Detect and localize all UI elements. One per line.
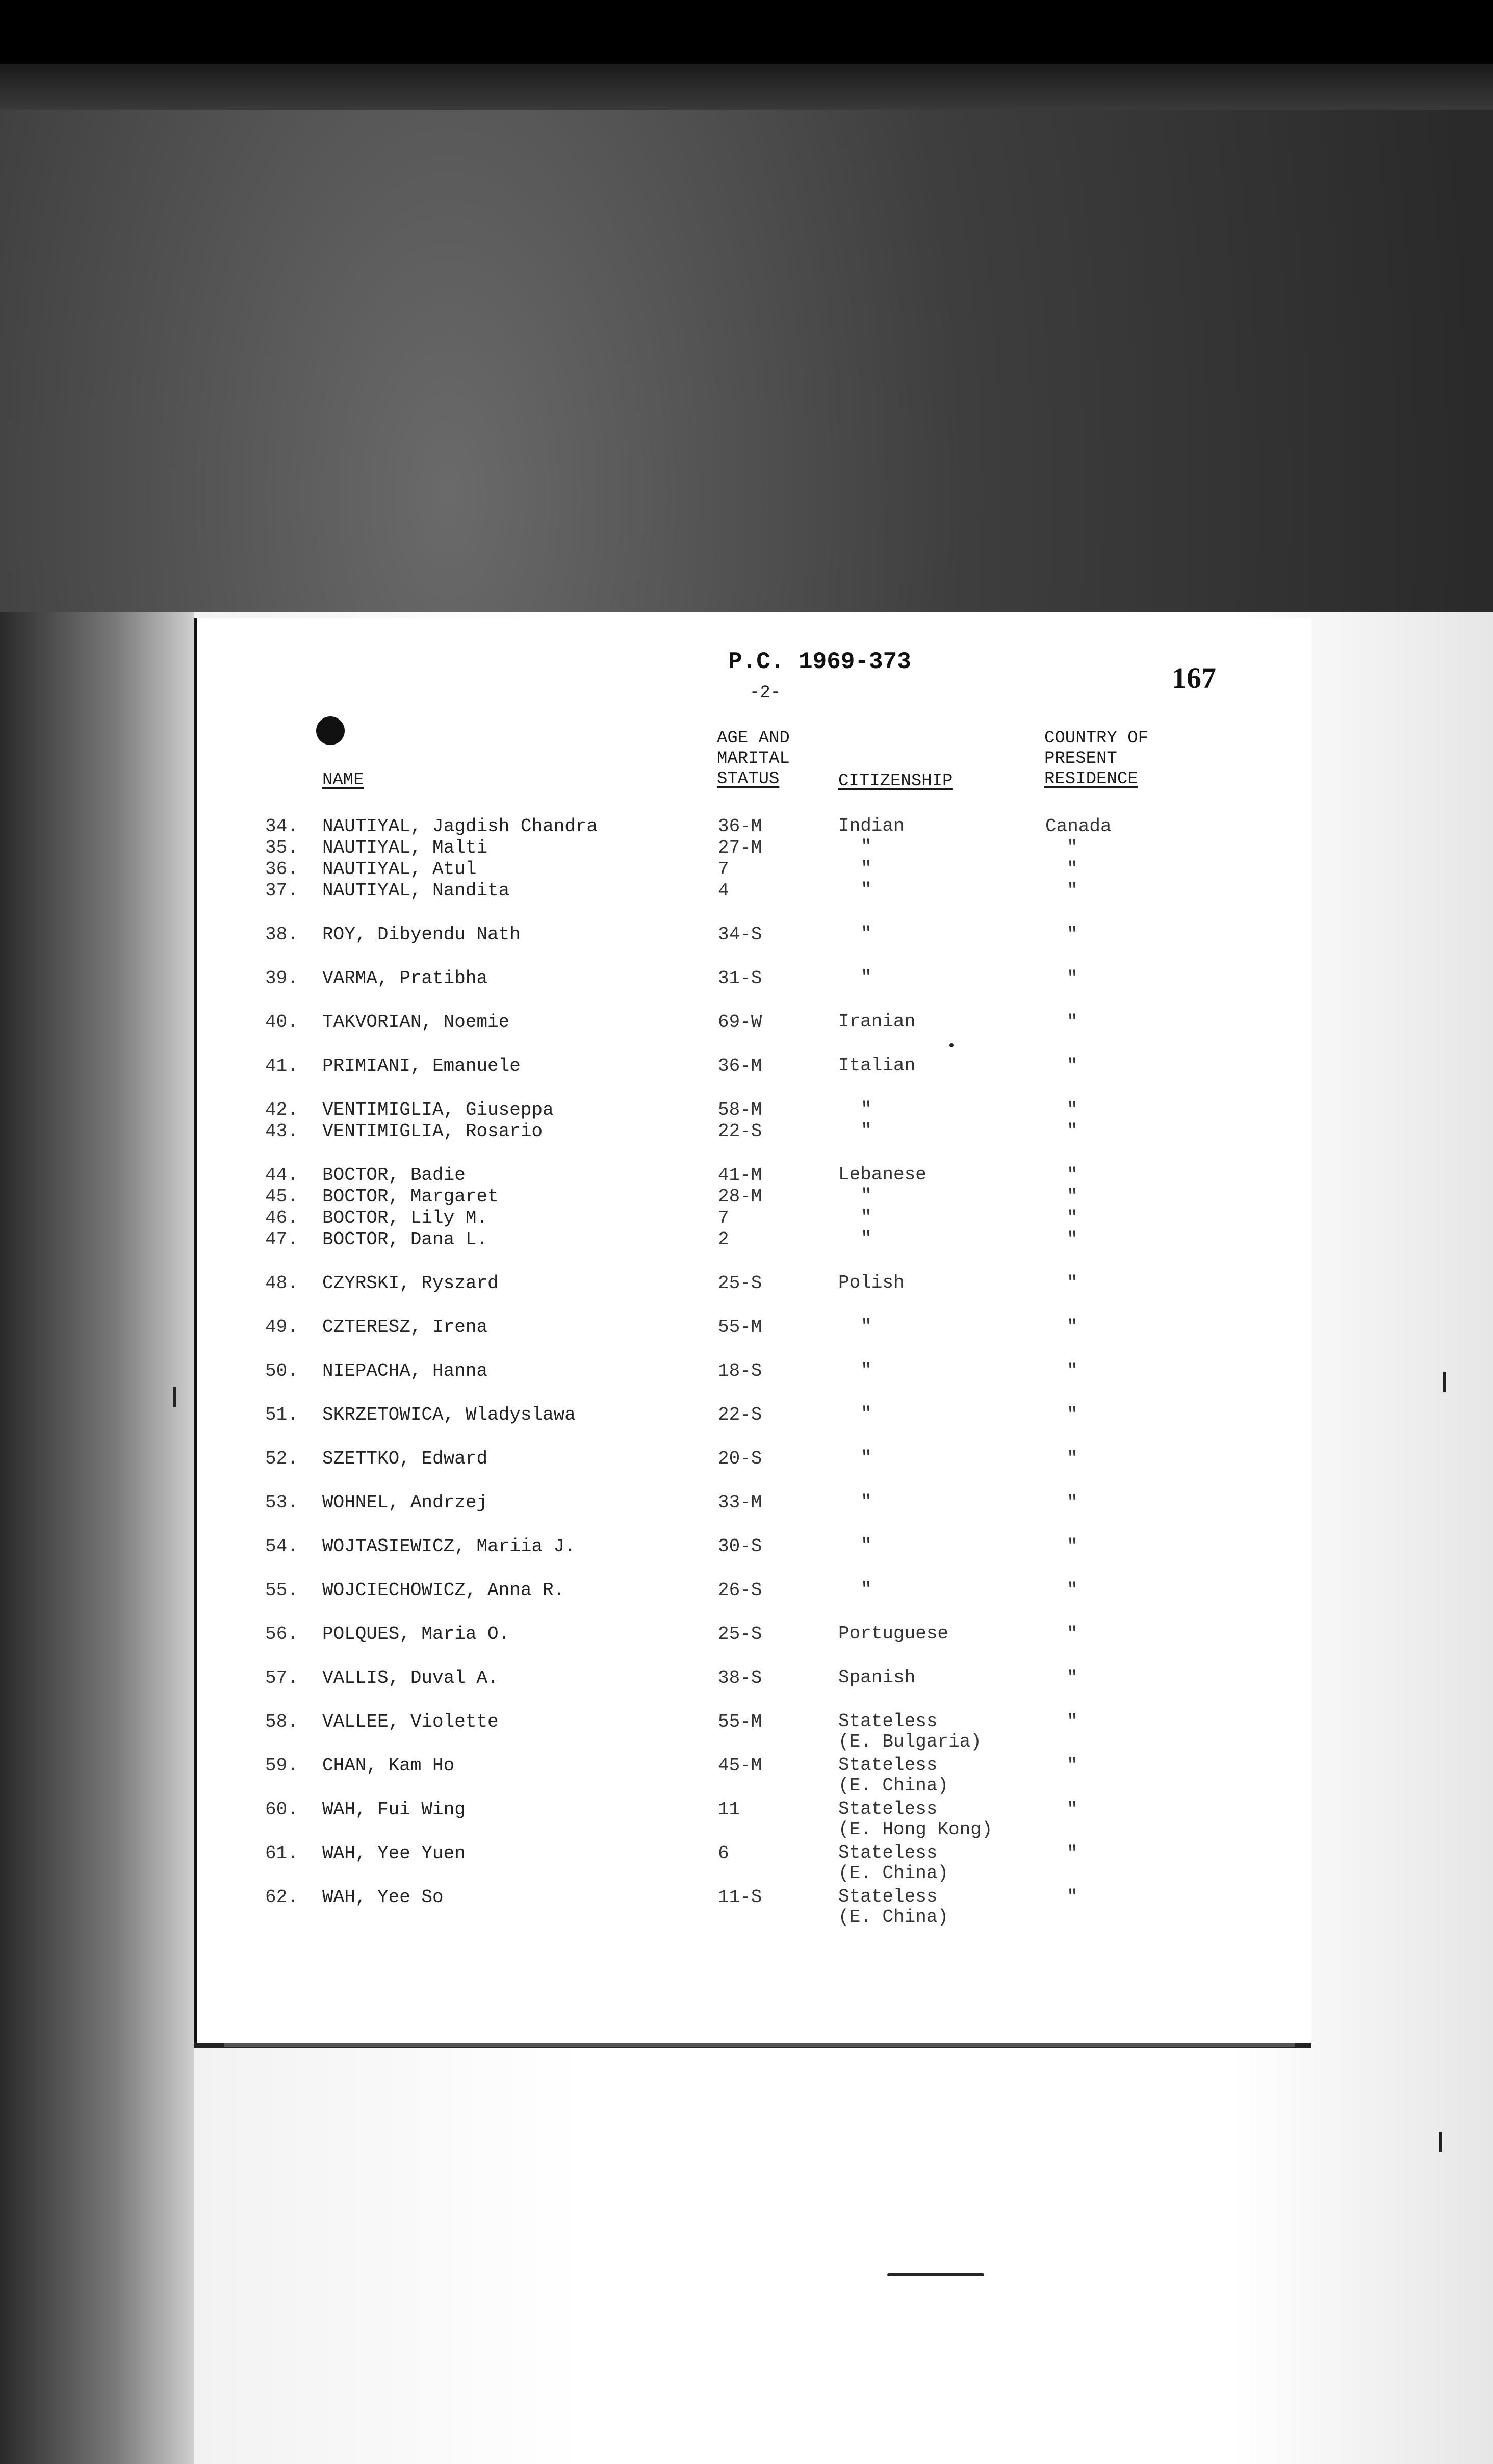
entry-citizenship-note: (E. China) — [838, 1775, 949, 1796]
entry-number: 56. — [265, 1624, 298, 1645]
entry-row — [0, 1273, 1493, 1294]
entry-residence: " — [1067, 1580, 1078, 1601]
entry-number: 49. — [265, 1317, 298, 1338]
entry-row — [0, 859, 1493, 880]
entry-age-status: 33-M — [718, 1492, 762, 1513]
entry-residence: " — [1067, 1448, 1078, 1469]
entry-name: ROY, Dibyendu Nath — [322, 924, 521, 945]
entry-number: 41. — [265, 1056, 298, 1076]
entry-age-status: 6 — [718, 1843, 729, 1864]
entry-number: 60. — [265, 1799, 298, 1820]
entry-age-status: 2 — [718, 1229, 729, 1250]
entry-row — [0, 1886, 1493, 1928]
entry-citizenship: " — [861, 1535, 872, 1556]
entry-citizenship: Spanish — [838, 1667, 916, 1688]
entry-name: WOHNEL, Andrzej — [322, 1492, 488, 1513]
entry-name: VENTIMIGLIA, Rosario — [322, 1121, 543, 1142]
entry-age-status: 25-S — [718, 1624, 762, 1645]
entry-name: VALLEE, Violette — [322, 1711, 499, 1732]
entry-citizenship: " — [861, 858, 872, 879]
entry-residence: " — [1067, 1229, 1078, 1250]
entry-age-status: 30-S — [718, 1536, 762, 1557]
entry-number: 54. — [265, 1536, 298, 1557]
entry-residence: " — [1067, 859, 1078, 880]
entry-row — [0, 1536, 1493, 1557]
entry-number: 34. — [265, 816, 298, 837]
entry-row — [0, 1448, 1493, 1470]
entry-name: NAUTIYAL, Atul — [322, 859, 477, 880]
entry-number: 40. — [265, 1012, 298, 1033]
entry-residence: " — [1067, 968, 1078, 989]
entry-age-status: 55-M — [718, 1711, 762, 1732]
entry-residence: " — [1067, 1624, 1078, 1645]
entry-citizenship: Stateless — [838, 1799, 938, 1819]
entry-age-status: 11-S — [718, 1887, 762, 1908]
scan-top-edge — [0, 64, 1493, 110]
entry-number: 50. — [265, 1361, 298, 1381]
entry-citizenship: " — [861, 1228, 872, 1249]
header-age-line3: STATUS — [717, 769, 780, 789]
entry-name: NIEPACHA, Hanna — [322, 1361, 488, 1381]
entry-residence: " — [1067, 1056, 1078, 1076]
entry-number: 39. — [265, 968, 298, 989]
document-page-edge — [224, 2043, 1295, 2047]
header-residence-line2: PRESENT — [1044, 749, 1117, 768]
entry-citizenship: " — [861, 1360, 872, 1381]
entry-citizenship-note: (E. Hong Kong) — [838, 1819, 993, 1840]
entry-citizenship: " — [861, 1316, 872, 1337]
entry-citizenship: Stateless — [838, 1711, 938, 1732]
entry-row — [0, 924, 1493, 945]
entry-age-status: 26-S — [718, 1580, 762, 1601]
entry-name: WAH, Yee So — [322, 1887, 444, 1908]
scan-mark — [1443, 1372, 1446, 1392]
entry-row — [0, 1056, 1493, 1077]
entry-name: VENTIMIGLIA, Giuseppa — [322, 1099, 554, 1120]
entry-row — [0, 1099, 1493, 1121]
entry-row — [0, 1121, 1493, 1142]
scan-mark — [1439, 2132, 1442, 2152]
entry-age-status: 7 — [718, 859, 729, 880]
entry-citizenship: Italian — [838, 1055, 916, 1076]
entry-number: 59. — [265, 1755, 298, 1776]
entry-citizenship: Stateless — [838, 1842, 938, 1863]
entry-number: 38. — [265, 924, 298, 945]
entry-residence: " — [1067, 1273, 1078, 1294]
entry-age-status: 34-S — [718, 924, 762, 945]
entry-name: POLQUES, Maria O. — [322, 1624, 510, 1645]
entry-residence: " — [1067, 1492, 1078, 1513]
entry-row — [0, 1317, 1493, 1338]
entry-citizenship: " — [861, 1404, 872, 1425]
entry-citizenship-note: (E. China) — [838, 1907, 949, 1928]
entry-number: 53. — [265, 1492, 298, 1513]
entry-row — [0, 1186, 1493, 1208]
entry-citizenship: " — [861, 967, 872, 988]
entry-age-status: 22-S — [718, 1121, 762, 1142]
entry-citizenship: " — [861, 880, 872, 901]
entry-residence: " — [1067, 1012, 1078, 1033]
entry-number: 47. — [265, 1229, 298, 1250]
entry-citizenship: " — [861, 837, 872, 858]
entry-row — [0, 1012, 1493, 1033]
entry-name: NAUTIYAL, Nandita — [322, 880, 510, 901]
header-residence-line1: COUNTRY OF — [1044, 729, 1149, 748]
entry-row — [0, 1799, 1493, 1840]
entry-age-status: 58-M — [718, 1099, 762, 1120]
entry-citizenship: Portuguese — [838, 1623, 949, 1644]
entry-row — [0, 1580, 1493, 1601]
entry-age-status: 55-M — [718, 1317, 762, 1338]
entry-number: 61. — [265, 1843, 298, 1864]
entry-number: 48. — [265, 1273, 298, 1294]
entry-name: WOJTASIEWICZ, Mariia J. — [322, 1536, 576, 1557]
entry-residence: " — [1067, 1887, 1078, 1908]
entry-residence: " — [1067, 1711, 1078, 1732]
entry-row — [0, 1229, 1493, 1250]
entry-name: NAUTIYAL, Malti — [322, 837, 488, 858]
entry-age-status: 36-M — [718, 1056, 762, 1076]
entry-residence: " — [1067, 1404, 1078, 1425]
entry-name: CZYRSKI, Ryszard — [322, 1273, 499, 1294]
entry-residence: " — [1067, 1099, 1078, 1120]
entry-age-status: 36-M — [718, 816, 762, 837]
entry-row — [0, 1667, 1493, 1689]
entry-number: 46. — [265, 1208, 298, 1228]
entry-name: WAH, Fui Wing — [322, 1799, 466, 1820]
entry-age-status: 20-S — [718, 1448, 762, 1469]
header-age-line2: MARITAL — [717, 749, 790, 768]
entry-row — [0, 1361, 1493, 1382]
entry-residence: " — [1067, 1121, 1078, 1142]
entry-name: BOCTOR, Lily M. — [322, 1208, 488, 1228]
page-number: -2- — [750, 683, 781, 703]
entry-age-status: 31-S — [718, 968, 762, 989]
entry-row — [0, 1492, 1493, 1513]
entry-number: 37. — [265, 880, 298, 901]
entry-number: 44. — [265, 1165, 298, 1186]
entry-age-status: 45-M — [718, 1755, 762, 1776]
document-title: P.C. 1969-373 — [728, 649, 911, 675]
entry-citizenship-note: (E. Bulgaria) — [838, 1731, 982, 1752]
entry-row — [0, 1842, 1493, 1884]
entry-row — [0, 816, 1493, 837]
entry-number: 52. — [265, 1448, 298, 1469]
entry-row — [0, 880, 1493, 902]
entry-number: 42. — [265, 1099, 298, 1120]
entry-age-status: 7 — [718, 1208, 729, 1228]
entry-residence: " — [1067, 1208, 1078, 1228]
entry-row — [0, 1404, 1493, 1426]
entry-number: 45. — [265, 1186, 298, 1207]
entry-age-status: 27-M — [718, 837, 762, 858]
entry-age-status: 18-S — [718, 1361, 762, 1381]
entry-residence: " — [1067, 1755, 1078, 1776]
entry-number: 35. — [265, 837, 298, 858]
entry-citizenship: Lebanese — [838, 1164, 926, 1185]
entry-age-status: 38-S — [718, 1667, 762, 1688]
entry-citizenship: Polish — [838, 1272, 905, 1293]
scan-speck — [949, 1043, 954, 1047]
entry-citizenship: " — [861, 1448, 872, 1469]
entry-residence: " — [1067, 1536, 1078, 1557]
entry-citizenship: " — [861, 1207, 872, 1228]
entry-residence: " — [1067, 924, 1078, 945]
header-age-line1: AGE AND — [717, 729, 790, 748]
entry-residence: " — [1067, 1843, 1078, 1864]
entry-name: SKRZETOWICA, Wladyslawa — [322, 1404, 576, 1425]
entry-age-status: 22-S — [718, 1404, 762, 1425]
entry-citizenship: Iranian — [838, 1011, 916, 1032]
entry-citizenship-note: (E. China) — [838, 1863, 949, 1884]
entry-row — [0, 1624, 1493, 1645]
entry-row — [0, 1711, 1493, 1752]
entry-citizenship: " — [861, 1120, 872, 1141]
entry-residence: " — [1067, 1361, 1078, 1381]
hole-punch — [316, 716, 345, 745]
entry-number: 55. — [265, 1580, 298, 1601]
entry-citizenship: Stateless — [838, 1886, 938, 1907]
entry-age-status: 69-W — [718, 1012, 762, 1033]
entry-citizenship: Indian — [838, 815, 905, 836]
entry-residence: " — [1067, 837, 1078, 858]
entry-age-status: 28-M — [718, 1186, 762, 1207]
entry-name: WAH, Yee Yuen — [322, 1843, 466, 1864]
header-residence-line3: RESIDENCE — [1044, 769, 1138, 789]
entry-residence: " — [1067, 1667, 1078, 1688]
entry-name: SZETTKO, Edward — [322, 1448, 488, 1469]
entry-residence: " — [1067, 1799, 1078, 1820]
entry-row — [0, 1165, 1493, 1186]
entry-row — [0, 1755, 1493, 1796]
folio-number: 167 — [1172, 661, 1216, 695]
entry-residence: " — [1067, 1186, 1078, 1207]
entry-name: CZTERESZ, Irena — [322, 1317, 488, 1338]
entry-row — [0, 1208, 1493, 1229]
entry-number: 36. — [265, 859, 298, 880]
entry-name: VALLIS, Duval A. — [322, 1667, 499, 1688]
entry-citizenship: " — [861, 1492, 872, 1512]
entry-citizenship: " — [861, 1099, 872, 1120]
entry-age-status: 11 — [718, 1799, 740, 1820]
entry-row — [0, 968, 1493, 989]
entry-name: VARMA, Pratibha — [322, 968, 488, 989]
entry-citizenship: " — [861, 923, 872, 944]
entry-residence: " — [1067, 1165, 1078, 1186]
entry-number: 57. — [265, 1667, 298, 1688]
scan-mark — [887, 2273, 984, 2276]
entry-name: PRIMIANI, Emanuele — [322, 1056, 521, 1076]
header-name: NAME — [322, 771, 364, 790]
entry-residence: Canada — [1045, 816, 1112, 837]
entry-number: 43. — [265, 1121, 298, 1142]
header-citizenship: CITIZENSHIP — [838, 772, 953, 791]
entry-name: TAKVORIAN, Noemie — [322, 1012, 510, 1033]
scan-mark — [173, 1387, 176, 1407]
entry-age-status: 4 — [718, 880, 729, 901]
entry-name: NAUTIYAL, Jagdish Chandra — [322, 816, 598, 837]
entry-name: CHAN, Kam Ho — [322, 1755, 455, 1776]
entry-name: WOJCIECHOWICZ, Anna R. — [322, 1580, 565, 1601]
entry-citizenship: Stateless — [838, 1755, 938, 1776]
entry-residence: " — [1067, 1317, 1078, 1338]
entry-number: 58. — [265, 1711, 298, 1732]
entry-citizenship: " — [861, 1186, 872, 1207]
entry-citizenship: " — [861, 1579, 872, 1600]
entry-number: 51. — [265, 1404, 298, 1425]
entry-name: BOCTOR, Badie — [322, 1165, 466, 1186]
entry-age-status: 41-M — [718, 1165, 762, 1186]
entry-row — [0, 837, 1493, 859]
entry-name: BOCTOR, Dana L. — [322, 1229, 488, 1250]
entry-residence: " — [1067, 880, 1078, 901]
entry-age-status: 25-S — [718, 1273, 762, 1294]
entry-name: BOCTOR, Margaret — [322, 1186, 499, 1207]
entry-number: 62. — [265, 1887, 298, 1908]
